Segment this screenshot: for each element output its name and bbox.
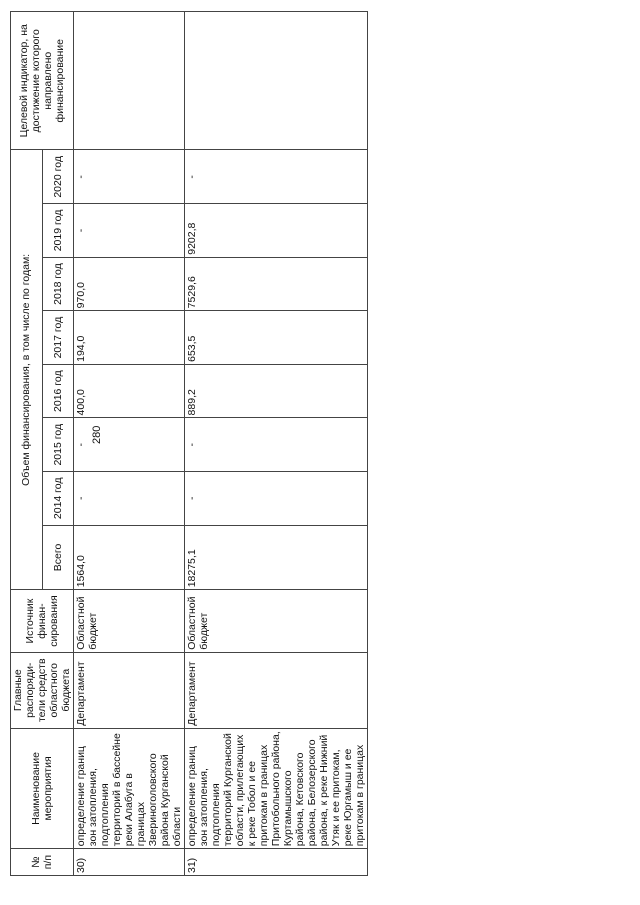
row-year-value: - (74, 418, 185, 472)
row-year-value: - (74, 150, 185, 204)
row-source: Областной бюджет (185, 590, 368, 653)
row-number: 31) (185, 849, 368, 876)
row-number: 30) (74, 849, 185, 876)
row-name: определение границ зон затопления, подтопления территорий Курганской области, прилегающих к реке Тобол и ее притокам в границах Притобольного района, Куртамышского района, Кетовского района, Белозерского района, к реке Нижний Утяк и ее притокам, реке Юргамыш и ее притокам в границах (185, 728, 368, 849)
financing-table (10, 11, 368, 876)
row-indicator (74, 12, 185, 151)
row-year-value: - (74, 204, 185, 258)
row-year-value: 400,0 (74, 364, 185, 418)
header-total: Всего (42, 525, 74, 590)
header-volume: Объем финансирования, в том числе по годам: (11, 150, 43, 590)
header-year: 2020 год (42, 150, 74, 204)
row-executor: Департамент (185, 652, 368, 728)
header-year: 2015 год (42, 418, 74, 472)
header-year: 2016 год (42, 364, 74, 418)
table-row (185, 12, 368, 876)
row-indicator (185, 12, 368, 151)
row-year-value: 653,5 (185, 311, 368, 365)
header-executor: Главные распоряди-тели средств областного бюджета (11, 652, 74, 728)
financing-table-sheet (10, 11, 494, 876)
table-row (74, 12, 185, 876)
row-total: 18275,1 (185, 525, 368, 590)
row-year-value: - (74, 472, 185, 526)
header-indicator: Целевой индикатор, на достижение которого направлено финансирование (11, 12, 74, 151)
header-year: 2017 год (42, 311, 74, 365)
row-year-value: - (185, 418, 368, 472)
row-executor: Департамент (74, 652, 185, 728)
row-year-value: - (185, 150, 368, 204)
header-source: Источник финан-сирования (11, 590, 74, 653)
row-year-value: 194,0 (74, 311, 185, 365)
row-year-value: 970,0 (74, 257, 185, 311)
header-year: 2018 год (42, 257, 74, 311)
row-year-value: - (185, 472, 368, 526)
header-no: № п/п (11, 849, 74, 876)
header-year: 2019 год (42, 204, 74, 258)
row-year-value: 889,2 (185, 364, 368, 418)
header-name: Наименование мероприятия (11, 728, 74, 849)
row-source: Областной бюджет (74, 590, 185, 653)
header-year: 2014 год (42, 472, 74, 526)
row-total: 1564,0 (74, 525, 185, 590)
row-name: определение границ зон затопления, подтопления территорий в бассейне реки Алабуга в границах Звериноголовского района Курганской области (74, 728, 185, 849)
page-number: 280 (91, 425, 103, 444)
row-year-value: 7529,6 (185, 257, 368, 311)
row-year-value: 9202,8 (185, 204, 368, 258)
